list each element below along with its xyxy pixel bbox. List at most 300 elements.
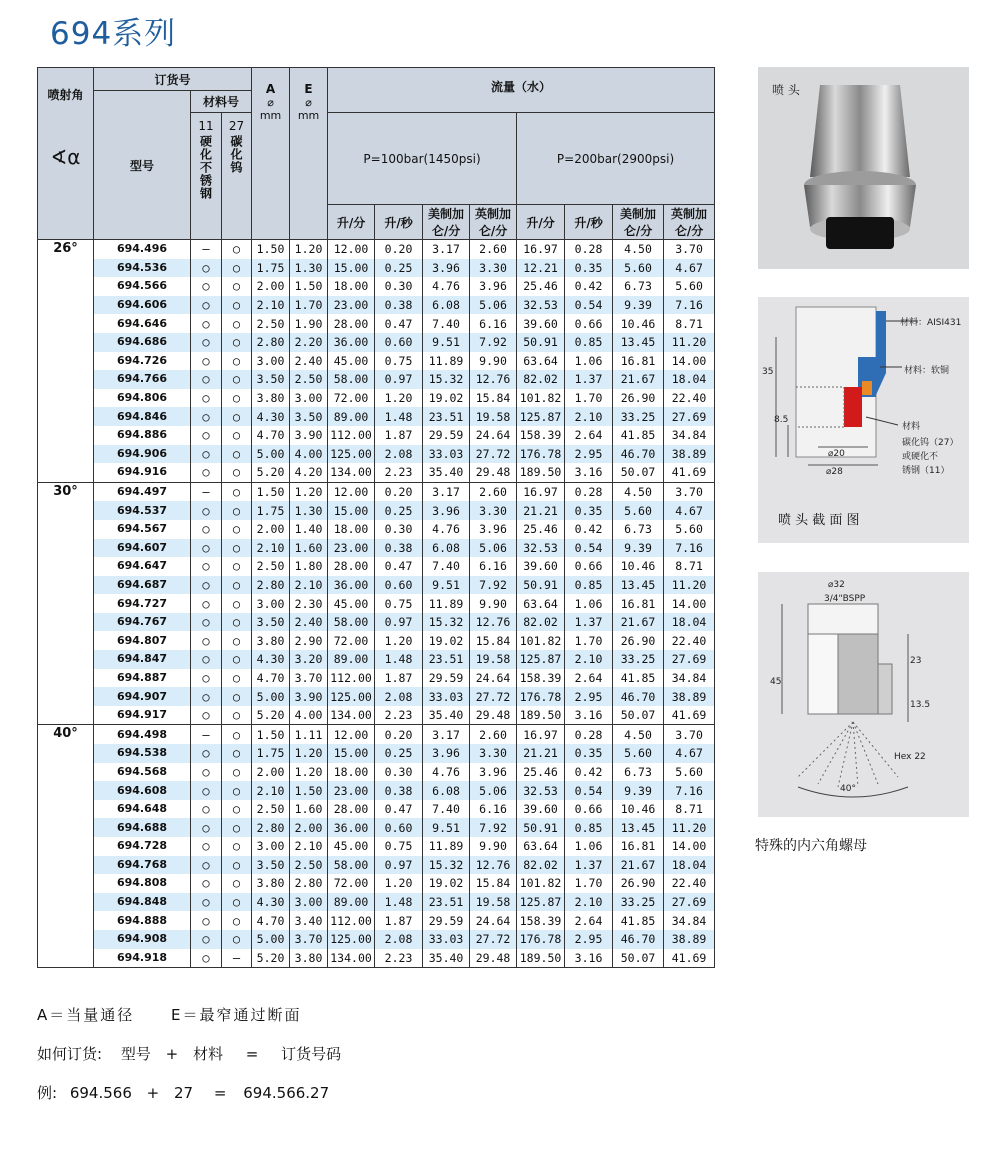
cell-mat-27: ○ xyxy=(222,744,252,763)
cell-p100-usgpm: 9.51 xyxy=(423,818,470,837)
cell-a-value: 2.50 xyxy=(252,314,290,333)
cell-mat-27: ○ xyxy=(222,520,252,539)
cell-e-value: 3.80 xyxy=(290,949,328,968)
cell-mat-27: ○ xyxy=(222,277,252,296)
cell-p100-lpm: 134.00 xyxy=(328,463,375,482)
cell-model: 694.846 xyxy=(94,407,191,426)
cell-mat-27: ○ xyxy=(222,631,252,650)
cell-mat-11: ○ xyxy=(191,370,222,389)
cell-e-value: 2.90 xyxy=(290,631,328,650)
cell-p100-lps: 1.20 xyxy=(375,874,423,893)
cell-model: 694.917 xyxy=(94,706,191,725)
cell-p200-usgpm: 46.70 xyxy=(613,930,664,949)
cell-p100-lps: 1.48 xyxy=(375,650,423,669)
cell-mat-27: ○ xyxy=(222,240,252,259)
cell-p100-ukgpm: 9.90 xyxy=(470,594,517,613)
cell-p200-usgpm: 9.39 xyxy=(613,781,664,800)
table-row xyxy=(38,856,715,875)
header-mat-27 xyxy=(222,113,252,240)
cell-p100-ukgpm: 2.60 xyxy=(470,725,517,744)
diameter-icon: ⌀ xyxy=(267,96,274,109)
alpha-symbol: ∢α xyxy=(50,145,81,169)
cell-model: 694.886 xyxy=(94,426,191,445)
cell-p200-usgpm: 6.73 xyxy=(613,763,664,782)
cell-p100-lps: 0.20 xyxy=(375,240,423,259)
cell-p100-lpm: 36.00 xyxy=(328,818,375,837)
mat27-code: 27 xyxy=(228,119,245,133)
cell-p200-ukgpm: 38.89 xyxy=(664,687,715,706)
cell-p200-ukgpm: 8.71 xyxy=(664,800,715,819)
cell-a-value: 2.00 xyxy=(252,277,290,296)
cell-p200-lpm: 125.87 xyxy=(517,407,565,426)
cell-p200-ukgpm: 7.16 xyxy=(664,539,715,558)
cell-p200-ukgpm: 5.60 xyxy=(664,520,715,539)
cell-model: 694.888 xyxy=(94,911,191,930)
cell-p200-usgpm: 9.39 xyxy=(613,296,664,315)
cell-model: 694.768 xyxy=(94,856,191,875)
cell-p200-usgpm: 46.70 xyxy=(613,445,664,464)
section-material-bottom: 材料 xyxy=(902,422,921,432)
cell-p100-lpm: 58.00 xyxy=(328,856,375,875)
cell-p100-lps: 0.47 xyxy=(375,314,423,333)
cell-e-value: 1.30 xyxy=(290,501,328,520)
cell-p200-usgpm: 41.85 xyxy=(613,911,664,930)
cell-mat-27: ○ xyxy=(222,501,252,520)
cell-p200-usgpm: 4.50 xyxy=(613,482,664,501)
cell-p100-lps: 0.20 xyxy=(375,725,423,744)
cell-p200-ukgpm: 11.20 xyxy=(664,818,715,837)
cell-p100-lpm: 28.00 xyxy=(328,557,375,576)
cell-model: 694.727 xyxy=(94,594,191,613)
cell-p200-usgpm: 33.25 xyxy=(613,650,664,669)
cell-p200-usgpm: 41.85 xyxy=(613,669,664,688)
cell-p100-usgpm: 3.96 xyxy=(423,259,470,278)
cell-a-value: 2.80 xyxy=(252,333,290,352)
cell-p100-usgpm: 19.02 xyxy=(423,389,470,408)
cell-p200-lps: 0.85 xyxy=(565,333,613,352)
cell-p100-usgpm: 3.17 xyxy=(423,240,470,259)
cell-mat-11: ○ xyxy=(191,352,222,371)
cell-mat-27: ○ xyxy=(222,818,252,837)
cell-p100-usgpm: 35.40 xyxy=(423,463,470,482)
cell-p100-usgpm: 6.08 xyxy=(423,539,470,558)
cell-model: 694.906 xyxy=(94,445,191,464)
cell-p200-lps: 1.06 xyxy=(565,352,613,371)
cell-p100-usgpm: 11.89 xyxy=(423,352,470,371)
cell-p100-lps: 0.97 xyxy=(375,370,423,389)
cell-mat-11: ○ xyxy=(191,463,222,482)
legend-line xyxy=(37,1004,302,1025)
dim-8-5: 8.5 xyxy=(774,415,789,425)
cell-mat-27: ○ xyxy=(222,389,252,408)
cell-a-value: 2.50 xyxy=(252,557,290,576)
cell-p100-lps: 2.23 xyxy=(375,463,423,482)
cell-p200-lps: 0.54 xyxy=(565,296,613,315)
cell-p100-ukgpm: 3.30 xyxy=(470,744,517,763)
cell-mat-11: ○ xyxy=(191,520,222,539)
cell-model: 694.807 xyxy=(94,631,191,650)
example-result: 694.566.27 xyxy=(243,1084,330,1102)
cell-p200-usgpm: 6.73 xyxy=(613,277,664,296)
cell-p200-usgpm: 16.81 xyxy=(613,594,664,613)
cell-p100-lpm: 45.00 xyxy=(328,837,375,856)
cell-model: 694.726 xyxy=(94,352,191,371)
cell-p100-lps: 1.20 xyxy=(375,631,423,650)
cell-p100-lpm: 15.00 xyxy=(328,259,375,278)
hex-nut-drawing xyxy=(758,572,969,817)
cell-p100-lps: 0.75 xyxy=(375,352,423,371)
cell-mat-27: ○ xyxy=(222,557,252,576)
hex-size-label: Hex 22 xyxy=(894,752,926,762)
section-material-bottom: 或硬化不 xyxy=(902,452,939,462)
cell-a-value: 1.50 xyxy=(252,240,290,259)
e-unit: mm xyxy=(297,109,320,122)
cell-model: 694.648 xyxy=(94,800,191,819)
cell-p100-ukgpm: 3.96 xyxy=(470,763,517,782)
cell-p100-usgpm: 4.76 xyxy=(423,520,470,539)
table-row xyxy=(38,650,715,669)
cell-p200-lps: 0.28 xyxy=(565,725,613,744)
cell-e-value: 2.50 xyxy=(290,856,328,875)
cell-p200-usgpm: 13.45 xyxy=(613,333,664,352)
cell-e-value: 1.80 xyxy=(290,557,328,576)
cell-p100-lpm: 58.00 xyxy=(328,613,375,632)
cell-a-value: 2.00 xyxy=(252,520,290,539)
cell-p100-ukgpm: 5.06 xyxy=(470,539,517,558)
cell-mat-11: ○ xyxy=(191,631,222,650)
cell-e-value: 1.20 xyxy=(290,482,328,501)
thread-label: 3/4"BSPP xyxy=(824,594,866,604)
header-ukgpm: 英制加仑/分 xyxy=(470,205,517,240)
cell-p100-ukgpm: 12.76 xyxy=(470,613,517,632)
cell-p100-ukgpm: 27.72 xyxy=(470,687,517,706)
cell-p200-lps: 0.28 xyxy=(565,240,613,259)
cell-a-value: 2.00 xyxy=(252,763,290,782)
cell-e-value: 3.00 xyxy=(290,893,328,912)
example-eq: = xyxy=(213,1084,227,1102)
cell-a-value: 3.00 xyxy=(252,352,290,371)
cell-mat-27: ○ xyxy=(222,407,252,426)
cell-p200-ukgpm: 14.00 xyxy=(664,837,715,856)
cell-model: 694.498 xyxy=(94,725,191,744)
cell-p200-lpm: 158.39 xyxy=(517,426,565,445)
cell-p100-ukgpm: 29.48 xyxy=(470,706,517,725)
cell-p200-usgpm: 21.67 xyxy=(613,370,664,389)
legend-e: E＝最窄通过断面 xyxy=(171,1006,302,1024)
section-material-bottom: 碳化钨（27） xyxy=(902,438,959,448)
howto-line xyxy=(37,1043,341,1064)
cell-p100-lps: 1.20 xyxy=(375,389,423,408)
cell-a-value: 3.80 xyxy=(252,389,290,408)
cell-p100-usgpm: 29.59 xyxy=(423,911,470,930)
table-row xyxy=(38,763,715,782)
cell-p100-lps: 0.60 xyxy=(375,818,423,837)
diameter-icon: ⌀ xyxy=(305,96,312,109)
cell-mat-27: ○ xyxy=(222,687,252,706)
header-lps: 升/秒 xyxy=(375,205,423,240)
cell-p200-lpm: 125.87 xyxy=(517,650,565,669)
dim-35: 35 xyxy=(762,367,774,377)
cell-p100-lpm: 45.00 xyxy=(328,594,375,613)
cell-p200-lps: 3.16 xyxy=(565,463,613,482)
cell-mat-11: ○ xyxy=(191,893,222,912)
cell-p100-lpm: 45.00 xyxy=(328,352,375,371)
cell-mat-11: ○ xyxy=(191,706,222,725)
table-row xyxy=(38,594,715,613)
mat27-name: 碳化钨 xyxy=(229,135,244,174)
cell-p200-ukgpm: 14.00 xyxy=(664,352,715,371)
cell-mat-11: ○ xyxy=(191,911,222,930)
table-row xyxy=(38,687,715,706)
cell-model: 694.688 xyxy=(94,818,191,837)
cell-p200-usgpm: 50.07 xyxy=(613,463,664,482)
cell-mat-11: ○ xyxy=(191,594,222,613)
cell-p200-lps: 0.66 xyxy=(565,314,613,333)
cell-mat-27: ○ xyxy=(222,613,252,632)
dim-45: 45 xyxy=(770,677,782,687)
cell-mat-27: ○ xyxy=(222,445,252,464)
cell-e-value: 2.10 xyxy=(290,837,328,856)
cell-mat-27: – xyxy=(222,949,252,968)
cell-p200-ukgpm: 38.89 xyxy=(664,445,715,464)
mat11-code: 11 xyxy=(198,119,214,133)
example-b: 27 xyxy=(174,1084,194,1102)
cell-e-value: 1.20 xyxy=(290,763,328,782)
cell-e-value: 2.40 xyxy=(290,613,328,632)
table-row xyxy=(38,463,715,482)
nozzle-photo-panel xyxy=(758,67,969,269)
table-row xyxy=(38,874,715,893)
cell-p100-lpm: 12.00 xyxy=(328,240,375,259)
cell-mat-27: ○ xyxy=(222,594,252,613)
cell-p200-lps: 2.95 xyxy=(565,445,613,464)
cell-p200-lpm: 21.21 xyxy=(517,744,565,763)
nozzle-label: 喷 头 xyxy=(772,83,800,97)
cell-p200-ukgpm: 8.71 xyxy=(664,557,715,576)
cell-p100-lps: 1.48 xyxy=(375,893,423,912)
cell-p100-usgpm: 23.51 xyxy=(423,407,470,426)
cell-p100-lps: 0.75 xyxy=(375,837,423,856)
header-p200: P=200bar(2900psi) xyxy=(517,113,715,205)
cell-a-value: 3.00 xyxy=(252,594,290,613)
table-row xyxy=(38,930,715,949)
cell-p100-usgpm: 3.17 xyxy=(423,725,470,744)
table-row xyxy=(38,539,715,558)
table-row xyxy=(38,333,715,352)
cell-e-value: 1.20 xyxy=(290,240,328,259)
cell-e-value: 1.50 xyxy=(290,277,328,296)
howto-plus: + xyxy=(165,1045,179,1063)
cell-p100-lpm: 18.00 xyxy=(328,520,375,539)
cell-p100-usgpm: 23.51 xyxy=(423,650,470,669)
cell-p100-usgpm: 3.96 xyxy=(423,744,470,763)
spec-table-body xyxy=(38,240,715,968)
cell-p200-lps: 2.10 xyxy=(565,407,613,426)
cell-p100-ukgpm: 15.84 xyxy=(470,631,517,650)
cell-p100-lpm: 15.00 xyxy=(328,744,375,763)
cell-mat-27: ○ xyxy=(222,706,252,725)
cell-a-value: 5.20 xyxy=(252,463,290,482)
cell-model: 694.566 xyxy=(94,277,191,296)
cell-mat-27: ○ xyxy=(222,893,252,912)
cell-e-value: 2.80 xyxy=(290,874,328,893)
cell-p100-usgpm: 29.59 xyxy=(423,669,470,688)
table-row xyxy=(38,277,715,296)
cell-p200-lps: 0.42 xyxy=(565,277,613,296)
cell-p100-lps: 0.30 xyxy=(375,277,423,296)
cell-p200-lpm: 176.78 xyxy=(517,445,565,464)
cell-p100-lpm: 58.00 xyxy=(328,370,375,389)
cell-p200-lps: 1.37 xyxy=(565,370,613,389)
cell-p100-lps: 0.30 xyxy=(375,520,423,539)
cell-p200-lps: 0.35 xyxy=(565,501,613,520)
cell-p200-lpm: 82.02 xyxy=(517,370,565,389)
cell-p200-ukgpm: 7.16 xyxy=(664,781,715,800)
cell-p200-lps: 1.37 xyxy=(565,856,613,875)
cell-p200-usgpm: 41.85 xyxy=(613,426,664,445)
cell-model: 694.887 xyxy=(94,669,191,688)
section-caption: 喷 头 截 面 图 xyxy=(778,513,860,528)
cell-mat-11: ○ xyxy=(191,539,222,558)
header-lpm: 升/分 xyxy=(328,205,375,240)
cell-p200-ukgpm: 4.67 xyxy=(664,259,715,278)
cell-p200-lps: 0.35 xyxy=(565,744,613,763)
cell-p200-ukgpm: 27.69 xyxy=(664,407,715,426)
cell-p200-lpm: 63.64 xyxy=(517,594,565,613)
cell-model: 694.686 xyxy=(94,333,191,352)
cell-p100-lpm: 112.00 xyxy=(328,426,375,445)
cell-mat-11: ○ xyxy=(191,874,222,893)
cell-p100-lpm: 125.00 xyxy=(328,445,375,464)
cell-p200-lpm: 101.82 xyxy=(517,389,565,408)
cell-p200-ukgpm: 34.84 xyxy=(664,426,715,445)
cell-p100-usgpm: 6.08 xyxy=(423,781,470,800)
cell-p200-lpm: 125.87 xyxy=(517,893,565,912)
cell-p100-lpm: 18.00 xyxy=(328,277,375,296)
cell-p200-lps: 1.70 xyxy=(565,874,613,893)
cell-p100-lps: 0.25 xyxy=(375,259,423,278)
dim-32: ⌀32 xyxy=(828,580,845,590)
cell-a-value: 3.50 xyxy=(252,613,290,632)
cell-a-value: 4.30 xyxy=(252,650,290,669)
cell-p100-lpm: 72.00 xyxy=(328,389,375,408)
spec-table xyxy=(37,67,715,968)
header-a xyxy=(252,68,290,240)
cell-p200-lps: 0.54 xyxy=(565,781,613,800)
cell-p100-ukgpm: 15.84 xyxy=(470,389,517,408)
cell-p200-lps: 2.10 xyxy=(565,893,613,912)
cell-p200-lpm: 25.46 xyxy=(517,520,565,539)
cell-p100-lps: 1.87 xyxy=(375,911,423,930)
cell-a-value: 1.50 xyxy=(252,725,290,744)
table-row xyxy=(38,557,715,576)
hex-nut-caption: 特殊的内六角螺母 xyxy=(755,838,867,854)
cell-p200-ukgpm: 41.69 xyxy=(664,949,715,968)
cell-p100-ukgpm: 19.58 xyxy=(470,407,517,426)
cell-p200-usgpm: 26.90 xyxy=(613,389,664,408)
cell-mat-27: ○ xyxy=(222,763,252,782)
cell-mat-11: ○ xyxy=(191,856,222,875)
cell-p200-ukgpm: 22.40 xyxy=(664,631,715,650)
cell-a-value: 2.50 xyxy=(252,800,290,819)
table-row xyxy=(38,837,715,856)
cell-p200-lps: 0.42 xyxy=(565,520,613,539)
cell-p200-lpm: 63.64 xyxy=(517,837,565,856)
spray-angle-label: 40° xyxy=(840,784,856,794)
cell-mat-27: ○ xyxy=(222,259,252,278)
cell-p200-lps: 1.06 xyxy=(565,837,613,856)
cell-e-value: 3.70 xyxy=(290,930,328,949)
cell-p100-lps: 0.97 xyxy=(375,856,423,875)
cell-p100-lps: 2.23 xyxy=(375,949,423,968)
cell-mat-27: ○ xyxy=(222,800,252,819)
table-row xyxy=(38,949,715,968)
cell-model: 694.908 xyxy=(94,930,191,949)
cell-p100-lpm: 12.00 xyxy=(328,482,375,501)
cell-mat-27: ○ xyxy=(222,669,252,688)
cell-p100-ukgpm: 19.58 xyxy=(470,893,517,912)
cell-model: 694.536 xyxy=(94,259,191,278)
cell-p200-usgpm: 26.90 xyxy=(613,631,664,650)
cell-p100-ukgpm: 7.92 xyxy=(470,333,517,352)
cell-mat-11: ○ xyxy=(191,259,222,278)
cell-mat-27: ○ xyxy=(222,650,252,669)
cell-p100-lps: 0.38 xyxy=(375,296,423,315)
cell-p100-lpm: 23.00 xyxy=(328,296,375,315)
cell-p200-lpm: 189.50 xyxy=(517,949,565,968)
cell-mat-11: ○ xyxy=(191,407,222,426)
cell-mat-11: ○ xyxy=(191,501,222,520)
cell-model: 694.808 xyxy=(94,874,191,893)
cell-p200-usgpm: 21.67 xyxy=(613,856,664,875)
cell-p200-lpm: 176.78 xyxy=(517,687,565,706)
example-a: 694.566 xyxy=(69,1084,132,1102)
cell-e-value: 1.70 xyxy=(290,296,328,315)
table-row xyxy=(38,800,715,819)
cell-p200-ukgpm: 5.60 xyxy=(664,763,715,782)
cell-a-value: 1.75 xyxy=(252,501,290,520)
cell-p100-ukgpm: 9.90 xyxy=(470,352,517,371)
cell-p100-lps: 2.08 xyxy=(375,445,423,464)
cell-p100-ukgpm: 2.60 xyxy=(470,240,517,259)
cell-p200-usgpm: 6.73 xyxy=(613,520,664,539)
cell-p100-lps: 0.38 xyxy=(375,539,423,558)
cell-p100-lps: 0.97 xyxy=(375,613,423,632)
cell-p100-lps: 2.08 xyxy=(375,930,423,949)
cell-e-value: 2.50 xyxy=(290,370,328,389)
a-label: A xyxy=(265,82,276,96)
table-row xyxy=(38,669,715,688)
cell-a-value: 4.70 xyxy=(252,911,290,930)
cell-p100-ukgpm: 19.58 xyxy=(470,650,517,669)
table-row xyxy=(38,631,715,650)
cell-p200-lps: 3.16 xyxy=(565,949,613,968)
cell-p200-lpm: 50.91 xyxy=(517,818,565,837)
cell-p100-usgpm: 15.32 xyxy=(423,856,470,875)
cell-p200-lps: 2.64 xyxy=(565,426,613,445)
table-row xyxy=(38,501,715,520)
cell-p100-ukgpm: 5.06 xyxy=(470,296,517,315)
cell-p100-lps: 0.20 xyxy=(375,482,423,501)
cell-a-value: 5.00 xyxy=(252,930,290,949)
cell-p100-usgpm: 15.32 xyxy=(423,613,470,632)
cell-p200-usgpm: 50.07 xyxy=(613,949,664,968)
header-p100: P=100bar(1450psi) xyxy=(328,113,517,205)
cell-p200-ukgpm: 14.00 xyxy=(664,594,715,613)
cell-p100-lpm: 112.00 xyxy=(328,911,375,930)
cell-p200-ukgpm: 34.84 xyxy=(664,669,715,688)
cell-p200-lps: 2.95 xyxy=(565,930,613,949)
